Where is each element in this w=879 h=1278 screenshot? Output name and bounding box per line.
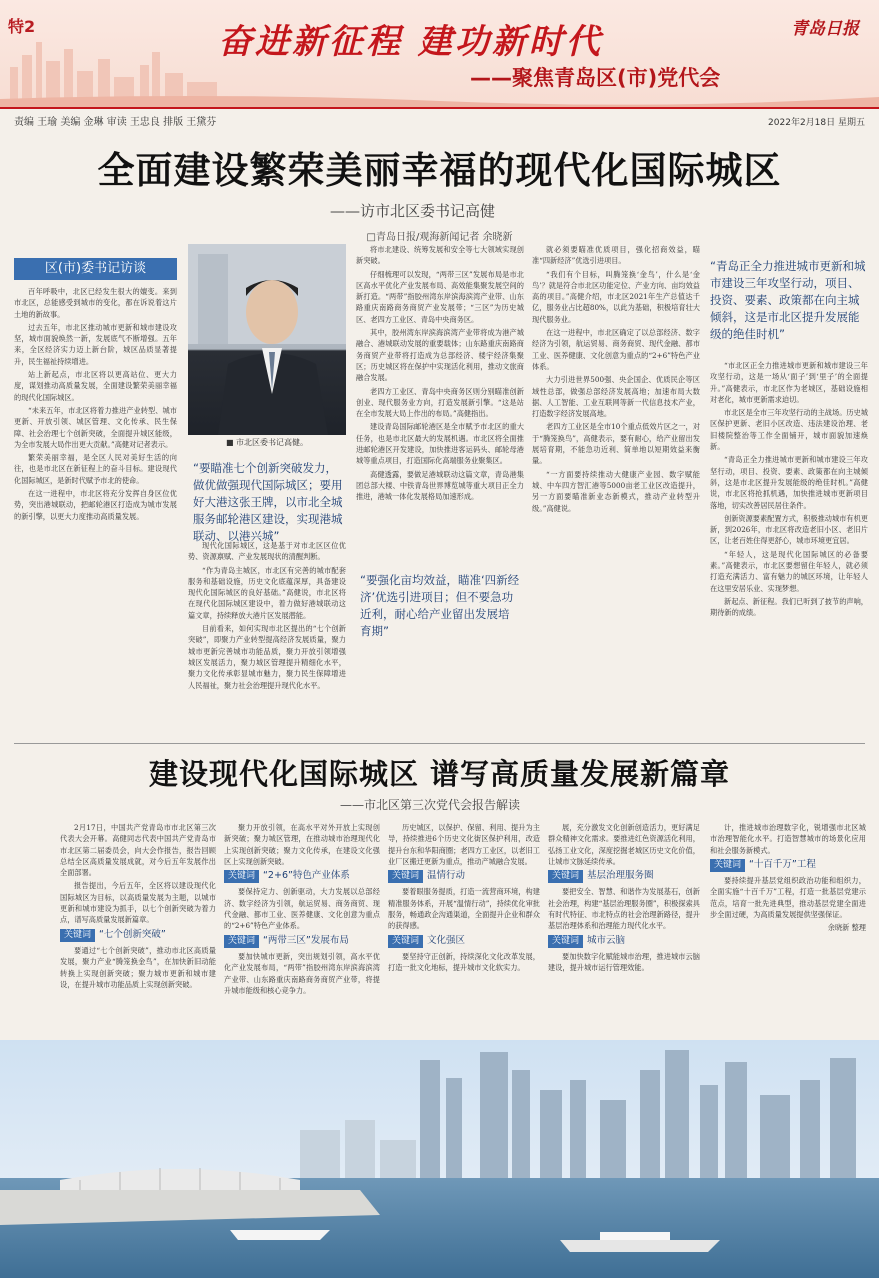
article2-column-2: [224, 822, 380, 1034]
keyword-text: 城市云脑: [587, 934, 626, 946]
issue-date: 2022年2月18日 星期五: [768, 118, 865, 128]
paragraph: “我们有个目标，叫腾笼换‘金鸟’，什么是‘金鸟’？就是符合市北区功能定位、产业方向、亩均效益高的项目。”高健介绍，市北区2021年生产总值达千亿，服务业占比超80%，以此为基础，积极培育壮大现代服务业。: [532, 269, 700, 324]
keyword-tag: 关键词: [60, 929, 95, 942]
keyword-label: [548, 935, 700, 948]
keyword-text: 基层治理服务圈: [587, 870, 654, 882]
keyword-tag: 关键词: [710, 859, 745, 872]
paragraph: 新起点、新征程。我们已听到了披节的声响，期待新的成绩。: [710, 596, 868, 618]
paragraph: 高健透露，要做足港城联动这篇文章，青岛港集团总部大楼、中铁青岛世界博览城等重大项目正全力推进，港城一体化发展格局加速形成。: [356, 469, 524, 502]
paragraph: 老四方工业区是全市10个重点低效片区之一，对于“腾笼换鸟”，高健表示，要有耐心，给产业留出发展培育期，不能急功近利、简单地以短期效益来衡量。: [532, 422, 700, 466]
banner-subslogan: ——聚焦青岛区(市)党代会: [470, 66, 721, 90]
keyword-tag: 关键词: [224, 935, 259, 948]
article1-column-1: [14, 286, 177, 736]
portrait-photo: [188, 244, 346, 435]
paragraph: 目前看来，如何实现市北区提出的“七个创新突破”，即聚力产业转型提高经济发展质量，聚力城市更新完善城市功能品质，聚力开放引领增强城区发展活力，聚力城区管理提升精细化水平，聚力文化传承彰显城市魅力，聚力民生保障增进人民福祉，聚力社会治理提升现代化水平。: [188, 624, 346, 690]
photo-caption: ■ 市北区委书记高健。: [225, 438, 309, 447]
keyword-tag: 关键词: [388, 935, 423, 948]
paragraph: “作为青岛主城区，市北区有完善的城市配套服务和基础设施，历史文化底蕴深厚，具备建设现代化国际城区的良好基础。”高健说，市北区将在现代化国际城区建设中，着力做好港城联动这篇文章，持续释放大港片区发展潜能。: [188, 565, 346, 620]
paragraph: 繁荣美丽幸福，是全区人民对美好生活的向往，也是市北区在新征程上的奋斗目标。建设现代化国际城区，是新时代赋予市北的使命。: [14, 453, 177, 485]
keyword-label: [224, 935, 380, 948]
paragraph: 要着眼服务提质，打造一流营商环境，构建精准服务体系，开展“温情行动”，持续优化审批服务，畅通政企沟通渠道，全面提升企业和群众的获得感。: [388, 887, 540, 931]
pullquote-left: “要瞄准七个创新突破发力，做优做强现代国际城区；要用好大港这张王牌，以市北全城服务邮轮港区建设，实现港城联动、以港兴城”: [193, 461, 343, 543]
paragraph: 要保持定力、创新驱动，大力发展以总部经济、数字经济为引领，航运贸易、商务商贸、现代金融、都市工业、医养健康、文化创意为重点的“2+6”特色产业体系。: [224, 887, 380, 931]
editor-credits: 责编 王瑜 美编 金琳 审读 王忠良 排版 王黛芬: [14, 117, 217, 128]
paragraph: 展，充分激发文化创新创造活力，更好满足群众精神文化需求。要推进红色资源活化利用，弘扬工业文化，深度挖掘老城区历史文化价值，让城市文脉延续传承。: [548, 823, 700, 866]
paragraph: “未来五年，市北区将着力推进产业转型、城市更新、开放引领、城区管理、文化传承、民生保障、社会治理七个创新突破，全面提升城区能级，为全市发展大局作出更大贡献。”高健对记者表示。: [14, 405, 177, 449]
paragraph: 就必须要瞄准优质项目，强化招商效益，瞄准“四新经济”优选引进项目。: [532, 245, 700, 266]
paragraph: 计，推进城市治理数字化，锐增强市北区城市治理智能化水平。打造智慧城市的场景化应用和社会服务新模式。: [710, 823, 866, 855]
paragraph: “市北区正全力推进城市更新和城市建设三年攻坚行动，这是一场从‘面子’到‘里子’的全面提升。”高健表示，市北区作为老城区，基础设施相对老化，城市更新需求迫切。: [710, 361, 868, 404]
paragraph: 创新资源要素配置方式，积极推动城市有机更新，到2026年，市北区将改造老旧小区、老旧片区，让老百姓住得更舒心，城市环境更宜居。: [710, 513, 868, 546]
cityscape-photo: [0, 1040, 879, 1278]
keyword-label: [548, 870, 700, 883]
keyword-text: 温情行动: [427, 870, 466, 882]
pullquote-middle: “要强化亩均效益，瞄准‘四新经济’优选引进项目；但不要急功近利，耐心给产业留出发展培育期”: [360, 573, 520, 638]
pullquote-right: “青岛正全力推进城市更新和城市建设三年攻坚行动，项目、投资、要素、政策都在向主城倾斜，这是市北区提升发展能级的绝佳时机”: [710, 259, 866, 341]
paragraph: 市北区是全市三年攻坚行动的主战场。历史城区保护更新、老旧小区改造、违法建设治理、老旧楼院整治等工作全面铺开，城市面貌加速焕新。: [710, 408, 868, 452]
paragraph: 大力引进世界500强、央企国企、优质民企等区域性总部，做强总部经济发展高地；加速布局大数据、人工智能、工业互联网等新一代信息技术产业，打造数字经济发展高地。: [532, 375, 700, 419]
article1-column-5: [710, 360, 868, 736]
harbor-city-illustration: [0, 1040, 879, 1278]
paragraph: 要坚持守正创新，持续深化文化改革发展，打造一批文化地标，提升城市文化软实力。: [388, 951, 540, 973]
paragraph: 站上新起点，市北区将以更高站位、更大力度，谋划推动高质量发展，全面建设繁荣美丽幸福的现代化国际城区。: [14, 370, 177, 402]
paragraph: 百年呼吸中，北区已经发生很大的嬗变。来到市北区，总能感受到城市的变化，都在诉说着这片土地的新故事。: [14, 287, 177, 319]
keyword-text: “十百千万”工程: [749, 858, 816, 870]
paragraph: 要通过“七个创新突破”，推动市北区高质量发展，聚力产业“腾笼换金鸟”，在加快新旧动能转换上实现创新突破；聚力城市更新和城市建设，在提升城市功能品质上实现创新突破。: [60, 945, 216, 989]
keyword-tag: 关键词: [224, 870, 259, 883]
page-banner: [0, 0, 879, 107]
keyword-label: [388, 870, 540, 883]
section-divider: [14, 743, 865, 744]
article2-headline: 建设现代化国际城区 谱写高质量发展新篇章: [148, 757, 731, 791]
paragraph: 要加快数字化赋能城市治理，推进城市云脑建设，提升城市运行管理效能。: [548, 951, 700, 973]
paragraph: 在这一进程中，市北区将充分发挥自身区位优势，突出港城联动，把邮轮港区打造成为城市发展的新引擎，以更大力度推动高质量发展。: [14, 489, 177, 521]
paragraph: 聚力开放引领，在高水平对外开放上实现创新突破；聚力城区管理，在推动城市治理现代化上实现创新突破；聚力文化传承，在建设文化强区上实现创新突破。: [224, 823, 380, 866]
paragraph: 在这一进程中，市北区确定了以总部经济、数字经济为引领，航运贸易、商务商贸、现代金融、都市工业、医养健康、文化创意为重点的“2+6”特色产业体系。: [532, 328, 700, 371]
newspaper-logo: 青岛日报: [791, 19, 859, 39]
keyword-label: [710, 859, 866, 872]
section-tag: 特2: [8, 17, 36, 36]
banner-slogan: 奋进新征程 建功新时代: [218, 22, 603, 62]
paragraph: 建设青岛国际邮轮港区是全市赋予市北区的重大任务，也是市北区最大的发展机遇。市北区将全面推进邮轮港区开发建设，加快推进客运码头、邮轮母港城等重点项目，打造国际化高端服务业聚集区。: [356, 422, 524, 466]
paragraph: 要加快城市更新，突出规划引领，高水平优化产业发展布局，“两带”指胶州湾东岸滨海滨湾产业带、山东路重庆南路商务商贸产业带，将提升城市能级和核心竞争力。: [224, 951, 380, 995]
keyword-tag: 关键词: [388, 870, 423, 883]
paragraph: 将市北建设、统筹发展和安全等七大领域实现创新突破。: [356, 245, 524, 266]
paragraph: “年轻人，这是现代化国际城区的必备要素。”高健表示，市北区要想留住年轻人，就必须打造充满活力、富有魅力的城区环境，让年轻人在这里安居乐业、实现梦想。: [710, 549, 868, 593]
paragraph: 2月17日，中国共产党青岛市市北区第三次代表大会开幕。高健同志代表中国共产党青岛市市北区第二届委员会，向大会作报告，报告回顾总结全区高质量发展成就，对今后五年发展作出全面部署。: [60, 823, 216, 878]
paragraph: “青岛正全力推进城市更新和城市建设三年攻坚行动，项目、投资、要素、政策都在向主城倾斜，这是市北区提升发展能级的绝佳时机。”高健说，市北区将抢抓机遇，加快推进城市更新项目落地，切实改善居民居住条件。: [710, 455, 868, 510]
article2-column-3: [388, 822, 540, 1034]
article2-subtitle: ——市北区第三次党代会报告解读: [340, 798, 521, 812]
paragraph: 现代化国际城区，这是基于对市北区区位优势、资源禀赋、产业发展现状的清醒判断。: [188, 541, 346, 562]
keyword-text: “2+6”特色产业体系: [263, 870, 350, 882]
article1-column-3: [356, 244, 524, 566]
keyword-text: “七个创新突破”: [99, 928, 166, 940]
keyword-text: “两带三区”发展布局: [263, 934, 349, 946]
paragraph: 要持续提升基层党组织政治功能和组织力，全面实施“十百千万”工程，打造一批基层党建示范点，培育一批先进典型，推动基层党建全面进步全面过硬，为高质量发展提供坚强保证。: [710, 876, 866, 920]
article2-column-5: [710, 822, 866, 1034]
paragraph: “一方面要持续推动大健康产业园、数字赋能城、中车四方智汇港等5000亩老工业区改造提升，另一方面要瞄准新业态新模式，推动产业转型升级。”高健说。: [532, 469, 700, 513]
keyword-text: 文化强区: [427, 934, 466, 946]
column-header: 区(市)委书记访谈: [14, 258, 177, 280]
keyword-label: [60, 929, 216, 942]
paragraph: 余晓新 整理: [827, 923, 866, 933]
keyword-tag: 关键词: [548, 935, 583, 948]
article1-column-4: [532, 244, 700, 736]
article2-column-1: [60, 822, 216, 1034]
keyword-label: [388, 935, 540, 948]
article1-byline: □青岛日报/观海新闻记者 余晓新: [366, 232, 513, 243]
article1-column-2: [188, 540, 346, 736]
paragraph: 过去五年，市北区推动城市更新和城市建设攻坚，城市面貌焕然一新，发展底气不断增强。五年来，全区经济实力迈上新台阶，城区品质显著提升，民生福祉持续增进。: [14, 322, 177, 366]
keyword-tag: 关键词: [548, 870, 583, 883]
paragraph: 历史城区，以保护、保留、利用、提升为主导，持续推进6个历史文化街区保护利用，改造提升台东和华阳商圈；老四方工业区，以老旧工业厂区搬迁更新为重点，推动产城融合发展。: [388, 823, 540, 866]
paragraph: 要把安全、智慧、和谐作为发展基石，创新社会治理，构建“基层治理服务圈”，积极探索具有时代特征、市北特点的社会治理新路径，提升基层治理体系和治理能力现代化水平。: [548, 887, 700, 931]
paragraph: 报告提出，今后五年，全区将以建设现代化国际城区为目标，以高质量发展为主题，以城市更新和城市建设为抓手，以七个创新突破为着力点，谱写高质量发展新篇章。: [60, 881, 216, 925]
paragraph: 仔细梳理可以发现，“两带三区”发展布局是市北区高水平优化产业发展布局、高效能集聚发展空间的新打造。“两带”指胶州湾东岸滨海滨湾产业带、山东路重庆南路商务商贸产业发展带；“三区”为历史城区、老四方工业区、青岛中央商务区。: [356, 269, 524, 324]
paragraph: 老四方工业区、青岛中央商务区则分别瞄准创新创业、现代服务业方向，打造发展新引擎。“这是站在全市发展大局上作出的布局。”高健指出。: [356, 386, 524, 419]
portrait-figure: [188, 244, 346, 435]
keyword-label: [224, 870, 380, 883]
paragraph: 其中，胶州湾东岸滨海滨湾产业带将成为港产城融合、港城联动发展的重要载体；山东路重庆南路商务商贸产业带将打造成为总部经济、楼宇经济集聚区；历史城区将在保护中实现活化利用，推动文旅商融合发展。: [356, 328, 524, 383]
article1-headline: 全面建设繁荣美丽幸福的现代化国际城区: [97, 148, 782, 192]
editorial-bar: [0, 107, 879, 131]
article1-subtitle: ——访市北区委书记高健: [330, 202, 496, 220]
article2-column-4: [548, 822, 700, 1034]
